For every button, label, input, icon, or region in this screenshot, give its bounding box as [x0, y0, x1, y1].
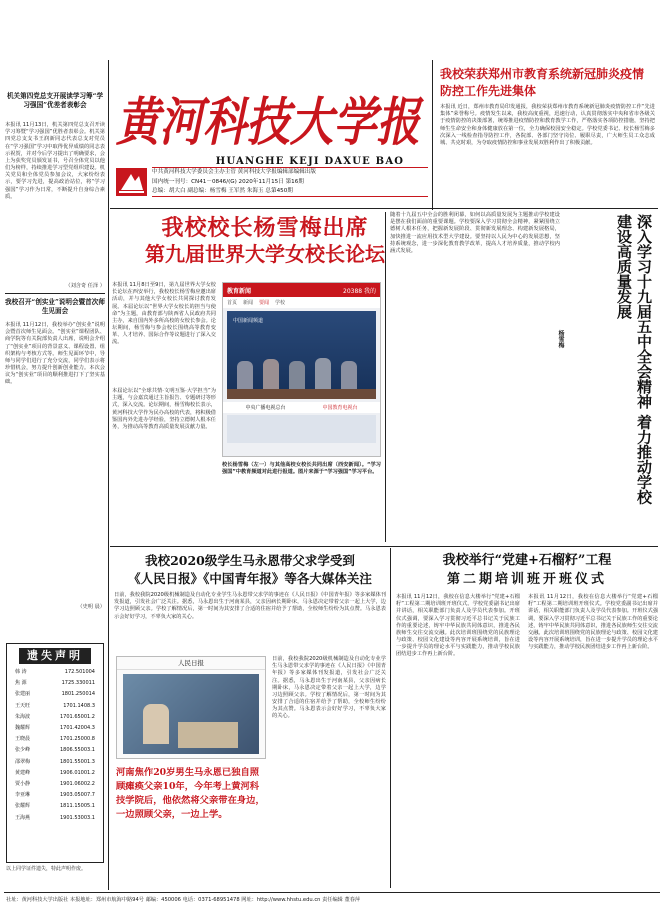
left-article1-body: 本报讯 11月13日，机关第四党总支召开读学习筹暨“学习强国”优胜者表彰会。机关第四党总支支书王润新同志代表总支对党员在“学习强国”学习中取得优异成绩的同志表示祝贺，并对今后学习提出了明确要求，会上为获奖党员颁发证书，号召全体党员以他们为榜样，持续推进学习型党组织建设。机关党员和全体党员参加会议，大家纷纷表示，要学习先进，提高政治站位，将“学习强国”学习作为日常，不断提升自身综合素质。: [5, 122, 105, 200]
lost-notice-box: [6, 643, 104, 863]
lead-photo-tabs: [223, 297, 380, 308]
lead-photo: [222, 282, 381, 457]
lost-entry: [15, 712, 95, 723]
lost-notice-title: 遗失声明: [19, 648, 91, 664]
lead-photo-tab: 新闻: [243, 300, 254, 306]
lead-photo-counter: 20388 我的: [343, 287, 376, 295]
lost-entry: [15, 689, 95, 700]
masthead-logo: [110, 62, 428, 154]
second-photo-header: 人民日报: [117, 657, 265, 670]
lead-photo-stage: [227, 311, 376, 399]
lost-entry-number: 1901.53003.1: [60, 814, 95, 821]
masthead-info-line1: 中共黄河科技大学委员会主办主管 黄河科技大学报编辑部编辑出版: [152, 169, 316, 175]
lost-entry: [15, 667, 95, 678]
commentary-title: 深入学习十九届五中全会精神 着力推动学校建设高质量发展: [615, 214, 653, 505]
lead-title-line2: 第九届世界大学女校长论坛: [145, 242, 385, 266]
lost-entry: [15, 801, 95, 812]
lost-entry: [15, 779, 95, 790]
second-photo-caption: 河南焦作20岁男生马永恩已独自照顾瘫痪父亲10年，今年考上黄河科技学院后，他依然将父亲带在身边，一边照顾父亲，一边上学。: [116, 767, 265, 820]
lost-entry-name: 邵翠梅: [15, 758, 31, 765]
lead-col2: 本届论坛以“全球共情·文明互鉴·大学担当”为主题，与会嘉宾通过主旨报告、专题研讨等形式，深入交流。论坛期间，杨雪梅校长表示，黄河科技大学作为民办高校的代表，将积极借鉴国内外先进办学经验，坚持立德树人根本任务，为推动高等教育高质量发展贡献力量。: [112, 388, 216, 430]
lost-entry-number: 1906.01001.2: [60, 769, 95, 776]
lost-entry-name: 王天旺: [15, 702, 31, 709]
third-title-line2: 第二期培训班开班仪式: [446, 572, 607, 587]
lost-entry: [15, 790, 95, 801]
lead-photo-tab: 学校: [275, 300, 286, 306]
lost-notice-footnote: 以上同学证件遗失，特此声明作废。: [6, 866, 87, 872]
lost-notice-list: [7, 667, 103, 824]
lost-entry: [15, 723, 95, 734]
lead-photo-tab1: 中央广播电视总台: [245, 405, 286, 411]
lost-entry-name: 魏耀辉: [15, 725, 31, 732]
lost-entry: [15, 745, 95, 756]
lost-entry-name: 韩 涛: [15, 669, 27, 675]
third-body-col2: 本报讯 11月12日，我校在信息大楼举行“党建+石榴籽”工程第二期培训班开班仪式。学校党委副书记出席并讲话，相关职能部门负责人及学员代表参加。开班仪式强调，要深入学习贯彻习近平总书记关于民族工作的重要论述，铸牢中华民族共同体意识，推进各民族师生交往交流交融。此次培训班围绕党的民族理论与政策、校园文化建设等内容开展系统培训，旨在进一步提升学员的理论水平与实践能力，推动学校民族团结进步工作再上新台阶。: [528, 594, 658, 651]
lost-entry-number: 1806.55003.1: [60, 747, 95, 754]
lost-entry: [15, 678, 95, 689]
lost-entry-number: 1701.42004.3: [60, 725, 95, 732]
logo-calligraphy: 黄河科技大学报: [116, 92, 425, 153]
lost-entry-number: 1903.05007.7: [60, 792, 95, 799]
masthead-pinyin: HUANGHE KEJI DAXUE BAO: [215, 156, 405, 167]
masthead-info-box: [152, 167, 428, 197]
lead-title-line1: 我校校长杨雪梅出席: [161, 215, 369, 241]
lost-entry-number: 1811.15005.1: [60, 803, 95, 810]
masthead-emblem: [115, 167, 148, 197]
right-top-body: 本报讯 近日，郑州市教育局印发通报，我校荣获郑州市教育系统新冠肺炎疫情防控工作“先进集体”荣誉称号。疫情发生以来，我校高度重视，迅速行动，认真贯彻落实中央和省市各级关于疫情防控的决策部署，统筹推进疫情防控和教育教学工作，严格落实各项防控措施，坚持把师生生命安全和身体健康放在第一位，全力确保校园安全稳定。学校党委书记、校长杨雪梅多次深入一线检查指导防控工作，各院部、各部门坚守岗位、履职尽责，广大师生员工众志成城、共克时艰，为夺取疫情防控和事业发展双胜利作出了积极贡献。: [440, 104, 655, 146]
lead-photo-caption: 校长杨雪梅（左一）与其他高校女校长共同出席（西安新闻）。“学习强国”中教育频道对此进行报道。图片来源于“学习强国”学习平台。: [222, 462, 381, 476]
lead-col1: 本报讯 11月8日至9日，第九届世界大学女校长论坛在西安举行，我校校长杨雪梅应邀出席活动，并与其他大学女校长共同探讨教育发展。本届论坛以“世界大学女校长的担当与使命”为主题，由教育部与陕西省人民政府共同主办，来自国内外多所高校的女校长参会。论坛期间，杨雪梅与参会校长围绕高等教育变革、人才培养、国际合作等议题进行了深入交流。: [112, 282, 216, 346]
left-article1-author: （刘含奇 任泽 ）: [65, 283, 105, 289]
third-title-line1: 我校举行“党建+石榴籽”工程: [442, 553, 612, 568]
lead-photo-tab2: 中国教育电视台: [322, 405, 358, 411]
lead-photo-tab: 首页: [227, 300, 238, 306]
lost-entry-number: 1701.25000.8: [60, 736, 95, 743]
lost-entry-number: 1801.250014: [61, 691, 95, 698]
lost-entry: [15, 757, 95, 768]
lost-entry-number: 1725.330011: [61, 680, 95, 687]
lost-entry-number: 172.501004: [64, 669, 95, 675]
masthead-info-line3: 总编：胡大白 副总编：杨雪梅 王军然 朱海玉 总第450期: [152, 188, 293, 194]
commentary-body: 随着十九届五中全会的胜利闭幕，如何以高质量发展为主题推动学校建设是摆在我们面前的重要课题。学校要深入学习贯彻全会精神，紧紧围绕立德树人根本任务，把握新发展阶段、贯彻新发展理念、构建新发展格局，加快推进一流应用技术型大学建设。要坚持以人民为中心的发展思想，坚持系统观念，进一步深化教育教学改革，提高人才培养质量，推动学校内涵式发展。: [390, 212, 560, 254]
third-body-col1: 本报讯 11月12日，我校在信息大楼举行“党建+石榴籽”工程第二期培训班开班仪式。学校党委副书记出席并讲话，相关职能部门负责人及学员代表参加。开班仪式强调，要深入学习贯彻习近平总书记关于民族工作的重要论述，铸牢中华民族共同体意识，推进各民族师生交往交流交融。此次培训班围绕党的民族理论与政策、校园文化建设等内容开展系统培训，旨在进一步提升学员的理论水平与实践能力，推动学校民族团结进步工作再上新台阶。: [396, 594, 520, 658]
lead-photo-brand: 中国新闻频道: [233, 318, 264, 324]
lost-entry-name: 张耀辉: [15, 803, 31, 810]
left-article2-body: 本报讯 11月12日，我校举办“创实业”说明会暨首次师生见面会。“创实业”课程团队、商学院等有关院部负责人出席，说明会介绍了“创实业”项目的背景意义、课程设置、组织架构与考核方式等。师生见面环节中，导师与同学们进行了充分交流，同学们表示将珍惜机会，努力提升创新创业能力。本次会议为“创实业”项目的顺利推进打下了坚实基础。: [5, 322, 105, 386]
left-article2-title: 我校召开“创实业”说明会暨首次师生见面会: [5, 298, 105, 315]
right-top-title: 我校荣获郑州市教育系统新冠肺炎疫情防控工作先进集体: [440, 67, 645, 99]
lost-entry: [15, 768, 95, 779]
second-photo: [116, 656, 266, 759]
lost-entry: [15, 734, 95, 745]
lost-entry-name: 王海燕: [15, 814, 31, 821]
second-body: 日前，我校我院2020级机械制造及自动化专业学生马永恩带父求学的事迹在《人民日报》《中国青年报》等多家媒体刊发报道，引发社会广泛关注。据悉，马永恩出生于河南某县，父亲因病长期卧床，马永恩决定带着父亲一起上大学，边学习边照顾父亲。学校了解情况后，第一时间为其安排了合适的住宿并给予了帮助，全校师生纷纷为其点赞。马永恩表示会好好学习，不辜负大家的关心。: [114, 592, 386, 620]
lost-entry-name: 李亚琳: [15, 792, 31, 799]
second-title-line2: 《人民日报》《中国青年报》等各大媒体关注: [128, 571, 372, 586]
lost-entry-number: 1901.06002.2: [60, 781, 95, 788]
lost-entry-name: 朱海波: [15, 713, 31, 720]
lead-photo-header: 教育新闻: [227, 287, 252, 295]
lost-entry-name: 焦 源: [15, 680, 27, 687]
lost-entry-name: 张建丽: [15, 691, 31, 698]
lost-entry: [15, 701, 95, 712]
lost-entry-name: 黄建峰: [15, 769, 31, 776]
footer-info: 社址：黄河科技大学出版社 本报地址：郑州市航海中路94号 邮编：450006 电话：0371-68951478 网址：http://www.hhstu.edu.cn 责任编辑 董春萍: [6, 897, 361, 903]
lost-entry-number: 1701.1408.3: [63, 702, 95, 709]
commentary-byline: 杨雪梅: [557, 330, 564, 348]
lead-photo-tab: 要闻: [259, 300, 270, 306]
lost-entry-number: 1801.55001.3: [60, 758, 95, 765]
left-article2-author: （史明 晨）: [77, 604, 105, 610]
second-title-line1: 我校2020级学生马永恩带父求学受到: [145, 553, 355, 568]
lost-entry-name: 贾小静: [15, 781, 31, 788]
masthead-info-line2: 国内统一刊号：CN41－0846/(G) 2020年11月15日 第16期: [152, 178, 304, 185]
left-article1-title: 机关第四党总支开展读学习筹“学习强国”优差者表彰会: [6, 92, 104, 109]
lost-entry-number: 1701.65001.2: [60, 713, 95, 720]
second-body-cont: 日前，我校我院2020级机械制造及自动化专业学生马永恩带父求学的事迹在《人民日报》《中国青年报》等多家媒体刊发报道，引发社会广泛关注。据悉，马永恩出生于河南某县，父亲因病长期卧床，马永恩决定带着父亲一起上大学，边学习边照顾父亲。学校了解情况后，第一时间为其安排了合适的住宿并给予了帮助，全校师生纷纷为其点赞。马永恩表示会好好学习，不辜负大家的关心。: [272, 656, 386, 720]
lost-entry-name: 张少峰: [15, 747, 31, 754]
lost-entry-name: 王晓晨: [15, 736, 31, 743]
lost-entry: [15, 813, 95, 824]
